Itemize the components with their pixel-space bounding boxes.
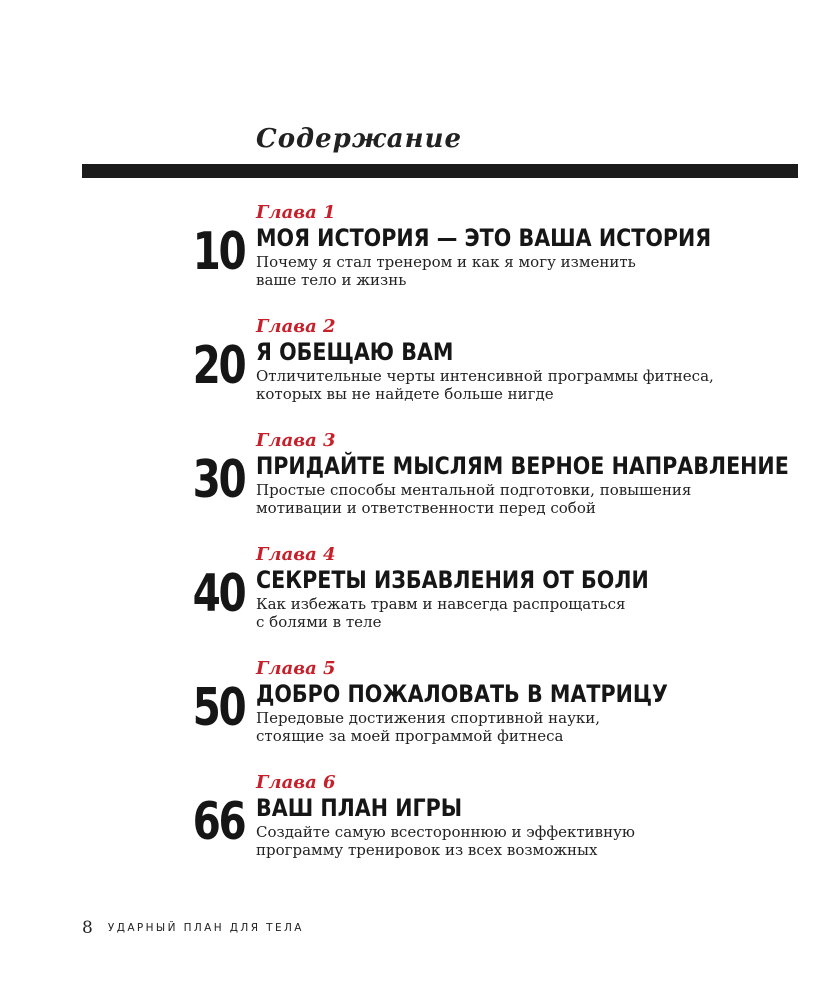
footer-page-number: 8 — [82, 918, 93, 938]
chapter-description — [256, 823, 726, 859]
chapter-description — [256, 709, 726, 745]
chapter-description-line: Передовые достижения спортивной науки, — [256, 709, 601, 727]
footer-book-title: УДАРНЫЙ ПЛАН ДЛЯ ТЕЛА — [107, 922, 304, 934]
chapter-entry-6[interactable] — [0, 772, 830, 882]
chapter-label: Глава 5 — [256, 658, 336, 679]
chapter-description-line: Создайте самую всестороннюю и эффективную — [256, 823, 635, 841]
chapter-description-line: Отличительные черты интенсивной программы фитнеса, — [256, 367, 714, 385]
chapter-label: Глава 2 — [256, 316, 336, 337]
chapter-heading: ВАШ ПЛАН ИГРЫ — [256, 794, 463, 822]
chapter-heading: МОЯ ИСТОРИЯ — ЭТО ВАША ИСТОРИЯ — [256, 224, 712, 252]
chapter-description-line: Простые способы ментальной подготовки, повышения — [256, 481, 692, 499]
chapter-description-line: ваше тело и жизнь — [256, 271, 407, 289]
title-divider — [82, 164, 798, 178]
chapter-entry-5[interactable] — [0, 658, 830, 768]
chapter-description-line: Почему я стал тренером и как я могу изменить — [256, 253, 636, 271]
chapter-heading: ДОБРО ПОЖАЛОВАТЬ В МАТРИЦУ — [256, 680, 668, 708]
chapter-label: Глава 4 — [256, 544, 336, 565]
chapter-heading: ПРИДАЙТЕ МЫСЛЯМ ВЕРНОЕ НАПРАВЛЕНИЕ — [256, 452, 789, 480]
chapter-description — [256, 253, 726, 289]
page-title: Содержание — [256, 124, 463, 154]
chapter-heading: Я ОБЕЩАЮ ВАМ — [256, 338, 454, 366]
chapter-page-number: 30 — [192, 450, 244, 510]
chapter-description-line: с болями в теле — [256, 613, 382, 631]
chapter-label: Глава 1 — [256, 202, 336, 223]
chapter-entry-3[interactable] — [0, 430, 830, 540]
chapter-page-number: 20 — [192, 336, 244, 396]
chapter-page-number: 10 — [192, 222, 244, 282]
chapter-page-number: 66 — [192, 792, 244, 852]
chapter-description — [256, 595, 726, 631]
chapter-page-number: 40 — [192, 564, 244, 624]
chapter-description-line: стоящие за моей программой фитнеса — [256, 727, 564, 745]
chapter-description-line: которых вы не найдете больше нигде — [256, 385, 554, 403]
chapter-description — [256, 481, 726, 517]
chapter-page-number: 50 — [192, 678, 244, 738]
chapter-heading: СЕКРЕТЫ ИЗБАВЛЕНИЯ ОТ БОЛИ — [256, 566, 649, 594]
chapter-description-line: программу тренировок из всех возможных — [256, 841, 598, 859]
chapter-label: Глава 6 — [256, 772, 336, 793]
chapter-description-line: мотивации и ответственности перед собой — [256, 499, 596, 517]
chapter-entry-4[interactable] — [0, 544, 830, 654]
chapter-label: Глава 3 — [256, 430, 336, 451]
chapter-entry-1[interactable] — [0, 202, 830, 312]
chapter-description-line: Как избежать травм и навсегда распрощаться — [256, 595, 626, 613]
chapter-entry-2[interactable] — [0, 316, 830, 426]
chapter-description — [256, 367, 726, 403]
page-footer — [82, 918, 304, 938]
